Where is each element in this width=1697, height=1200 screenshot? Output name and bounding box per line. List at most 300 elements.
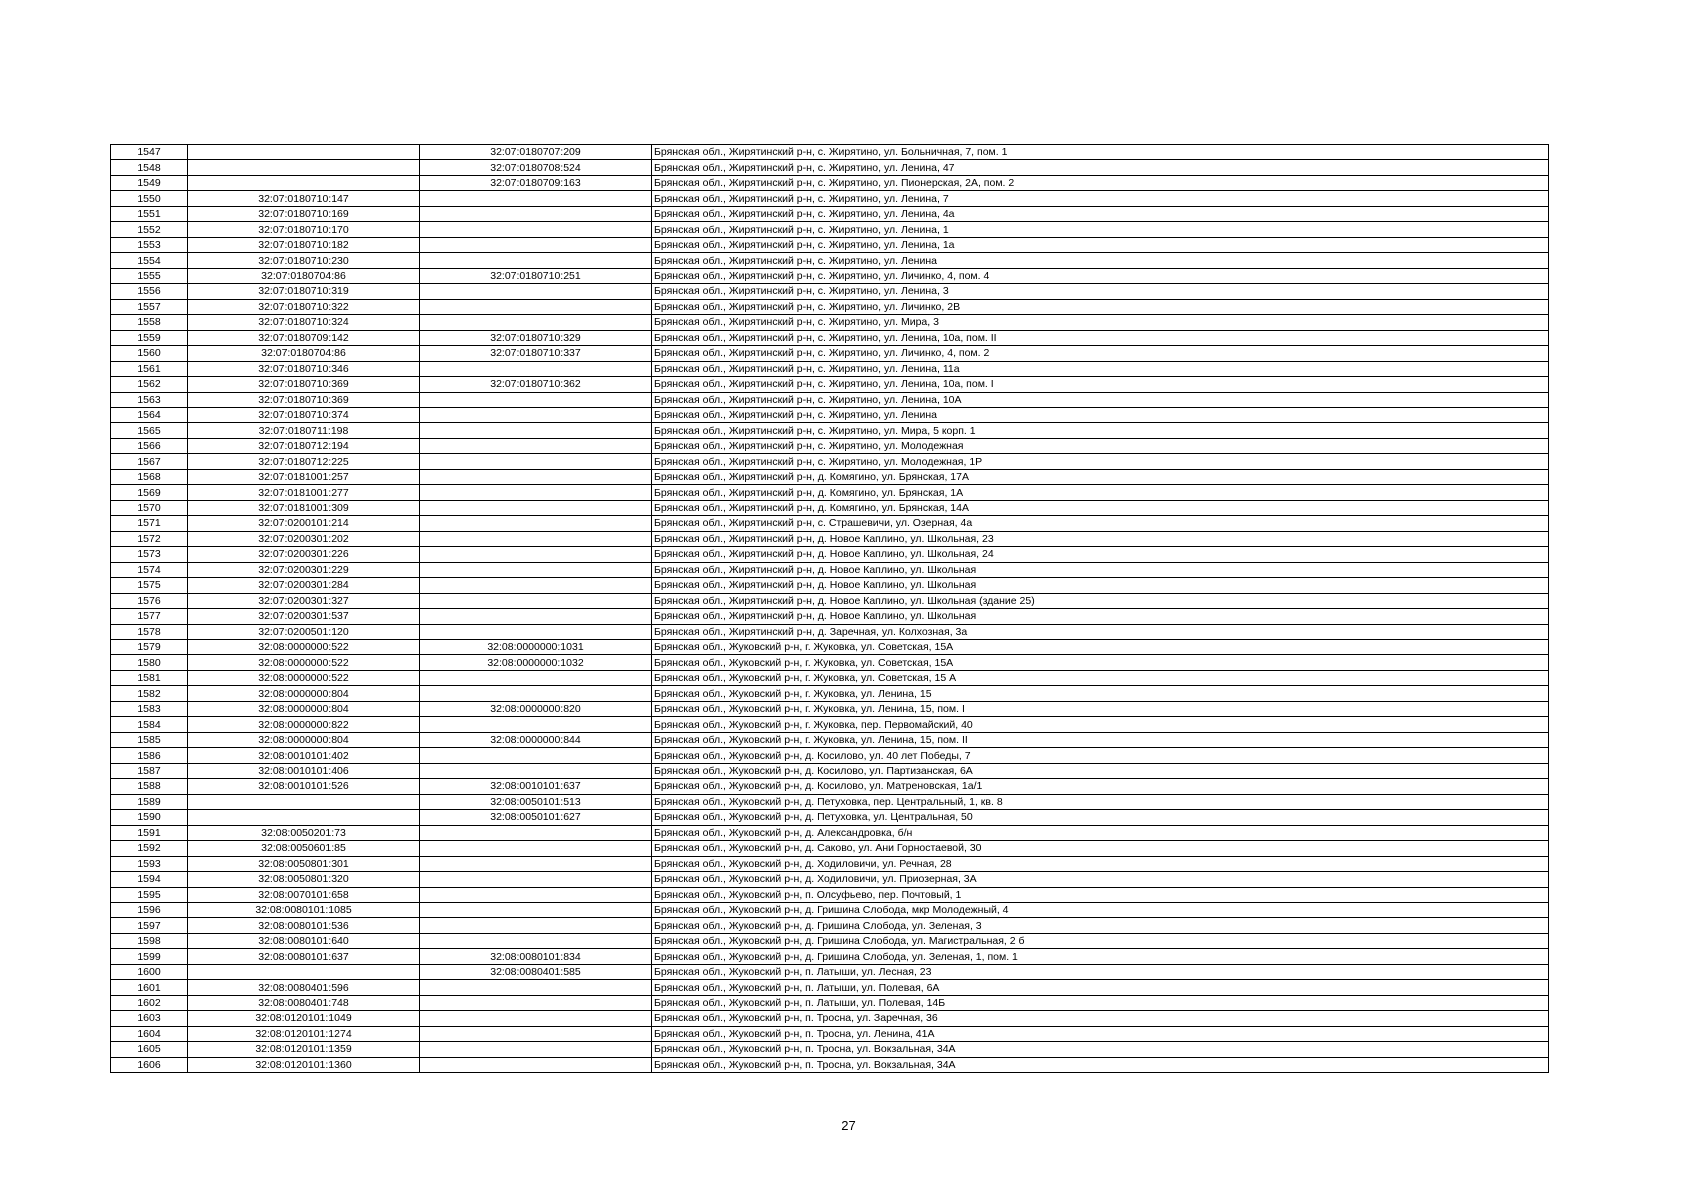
row-number-cell: 1570 [111, 500, 188, 515]
address-cell: Брянская обл., Жуковский р-н, д. Гришина Слобода, ул. Зеленая, 1, пом. 1 [652, 949, 1549, 964]
row-number-cell: 1556 [111, 284, 188, 299]
cadastral-number-cell: 32:07:0180712:225 [188, 454, 420, 469]
cadastral-number-cell: 32:07:0180710:374 [188, 407, 420, 422]
table-row [111, 964, 1549, 979]
cadastral-number-cell: 32:07:0200301:537 [188, 609, 420, 624]
table-row [111, 779, 1549, 794]
row-number-cell: 1554 [111, 253, 188, 268]
row-number-cell: 1600 [111, 964, 188, 979]
related-cadastral-number-cell [420, 578, 652, 593]
related-cadastral-number-cell [420, 315, 652, 330]
cadastral-number-cell: 32:08:0080101:637 [188, 949, 420, 964]
table-row [111, 856, 1549, 871]
address-cell: Брянская обл., Жирятинский р-н, с. Жирятино, ул. Ленина, 4а [652, 206, 1549, 221]
address-cell: Брянская обл., Жирятинский р-н, д. Новое Каплино, ул. Школьная [652, 578, 1549, 593]
table-row [111, 299, 1549, 314]
cadastral-number-cell: 32:07:0181001:257 [188, 469, 420, 484]
related-cadastral-number-cell: 32:07:0180710:337 [420, 346, 652, 361]
row-number-cell: 1603 [111, 1011, 188, 1026]
address-cell: Брянская обл., Жуковский р-н, г. Жуковка, ул. Ленина, 15, пом. I [652, 701, 1549, 716]
cadastral-number-cell: 32:07:0180710:346 [188, 361, 420, 376]
table-row [111, 825, 1549, 840]
related-cadastral-number-cell [420, 763, 652, 778]
table-row [111, 145, 1549, 160]
row-number-cell: 1596 [111, 902, 188, 917]
table-row [111, 516, 1549, 531]
address-cell: Брянская обл., Жирятинский р-н, с. Жирятино, ул. Ленина, 10а, пом. II [652, 330, 1549, 345]
table-row [111, 438, 1549, 453]
related-cadastral-number-cell [420, 748, 652, 763]
row-number-cell: 1553 [111, 237, 188, 252]
address-cell: Брянская обл., Жуковский р-н, д. Петуховка, пер. Центральный, 1, кв. 8 [652, 794, 1549, 809]
related-cadastral-number-cell [420, 918, 652, 933]
related-cadastral-number-cell [420, 841, 652, 856]
address-cell: Брянская обл., Жуковский р-н, г. Жуковка, ул. Советская, 15А [652, 655, 1549, 670]
table-row [111, 794, 1549, 809]
table-row [111, 717, 1549, 732]
row-number-cell: 1557 [111, 299, 188, 314]
related-cadastral-number-cell [420, 872, 652, 887]
table-row [111, 330, 1549, 345]
related-cadastral-number-cell [420, 407, 652, 422]
table-row [111, 562, 1549, 577]
address-cell: Брянская обл., Жуковский р-н, г. Жуковка, пер. Первомайский, 40 [652, 717, 1549, 732]
cadastral-number-cell: 32:08:0120101:1360 [188, 1057, 420, 1072]
address-cell: Брянская обл., Жирятинский р-н, с. Жирятино, ул. Личинко, 4, пом. 2 [652, 346, 1549, 361]
address-cell: Брянская обл., Жирятинский р-н, с. Жирятино, ул. Ленина, 3 [652, 284, 1549, 299]
address-cell: Брянская обл., Жуковский р-н, п. Тросна, ул. Вокзальная, 34А [652, 1057, 1549, 1072]
related-cadastral-number-cell [420, 500, 652, 515]
row-number-cell: 1564 [111, 407, 188, 422]
row-number-cell: 1573 [111, 547, 188, 562]
row-number-cell: 1551 [111, 206, 188, 221]
address-cell: Брянская обл., Жирятинский р-н, с. Жирятино, ул. Больничная, 7, пом. 1 [652, 145, 1549, 160]
related-cadastral-number-cell [420, 1057, 652, 1072]
address-cell: Брянская обл., Жуковский р-н, г. Жуковка, ул. Ленина, 15, пом. II [652, 732, 1549, 747]
table-row [111, 949, 1549, 964]
address-cell: Брянская обл., Жирятинский р-н, д. Комягино, ул. Брянская, 14А [652, 500, 1549, 515]
row-number-cell: 1555 [111, 268, 188, 283]
cadastral-number-cell: 32:07:0180710:322 [188, 299, 420, 314]
table-row [111, 732, 1549, 747]
address-cell: Брянская обл., Жирятинский р-н, с. Жирятино, ул. Ленина, 1 [652, 222, 1549, 237]
related-cadastral-number-cell [420, 995, 652, 1010]
cadastral-number-cell: 32:07:0180710:147 [188, 191, 420, 206]
cadastral-number-cell: 32:07:0180710:230 [188, 253, 420, 268]
related-cadastral-number-cell: 32:08:0010101:637 [420, 779, 652, 794]
related-cadastral-number-cell [420, 856, 652, 871]
address-cell: Брянская обл., Жуковский р-н, п. Тросна, ул. Заречная, 36 [652, 1011, 1549, 1026]
table-row [111, 284, 1549, 299]
cadastral-number-cell: 32:08:0000000:522 [188, 655, 420, 670]
table-row [111, 346, 1549, 361]
row-number-cell: 1567 [111, 454, 188, 469]
cadastral-number-cell: 32:08:0050801:301 [188, 856, 420, 871]
address-cell: Брянская обл., Жирятинский р-н, д. Новое Каплино, ул. Школьная [652, 562, 1549, 577]
cadastral-number-cell: 32:07:0180709:142 [188, 330, 420, 345]
address-cell: Брянская обл., Жирятинский р-н, д. Заречная, ул. Колхозная, 3а [652, 624, 1549, 639]
address-cell: Брянская обл., Жуковский р-н, д. Петуховка, ул. Центральная, 50 [652, 810, 1549, 825]
address-cell: Брянская обл., Жирятинский р-н, с. Жирятино, ул. Ленина, 7 [652, 191, 1549, 206]
row-number-cell: 1594 [111, 872, 188, 887]
related-cadastral-number-cell [420, 1026, 652, 1041]
related-cadastral-number-cell [420, 624, 652, 639]
table-row [111, 593, 1549, 608]
row-number-cell: 1547 [111, 145, 188, 160]
row-number-cell: 1561 [111, 361, 188, 376]
address-cell: Брянская обл., Жуковский р-н, д. Косилово, ул. 40 лет Победы, 7 [652, 748, 1549, 763]
address-cell: Брянская обл., Жуковский р-н, г. Жуковка, ул. Советская, 15А [652, 640, 1549, 655]
records-table-body [111, 145, 1549, 1073]
address-cell: Брянская обл., Жуковский р-н, д. Гришина Слобода, ул. Магистральная, 2 б [652, 933, 1549, 948]
table-row [111, 686, 1549, 701]
related-cadastral-number-cell [420, 933, 652, 948]
row-number-cell: 1581 [111, 670, 188, 685]
row-number-cell: 1550 [111, 191, 188, 206]
address-cell: Брянская обл., Жуковский р-н, д. Александровка, б/н [652, 825, 1549, 840]
cadastral-number-cell: 32:08:0000000:804 [188, 701, 420, 716]
address-cell: Брянская обл., Жуковский р-н, д. Косилово, ул. Матреновская, 1а/1 [652, 779, 1549, 794]
address-cell: Брянская обл., Жирятинский р-н, д. Новое Каплино, ул. Школьная, 24 [652, 547, 1549, 562]
address-cell: Брянская обл., Жуковский р-н, д. Косилово, ул. Партизанская, 6А [652, 763, 1549, 778]
table-row [111, 237, 1549, 252]
row-number-cell: 1599 [111, 949, 188, 964]
row-number-cell: 1583 [111, 701, 188, 716]
related-cadastral-number-cell [420, 454, 652, 469]
row-number-cell: 1584 [111, 717, 188, 732]
related-cadastral-number-cell: 32:07:0180709:163 [420, 175, 652, 190]
table-row [111, 500, 1549, 515]
row-number-cell: 1548 [111, 160, 188, 175]
related-cadastral-number-cell [420, 222, 652, 237]
row-number-cell: 1569 [111, 485, 188, 500]
table-row [111, 423, 1549, 438]
cadastral-number-cell: 32:07:0180711:198 [188, 423, 420, 438]
cadastral-number-cell [188, 160, 420, 175]
row-number-cell: 1563 [111, 392, 188, 407]
cadastral-number-cell: 32:08:0080101:640 [188, 933, 420, 948]
related-cadastral-number-cell [420, 902, 652, 917]
cadastral-number-cell: 32:08:0050801:320 [188, 872, 420, 887]
table-row [111, 902, 1549, 917]
related-cadastral-number-cell [420, 516, 652, 531]
cadastral-number-cell: 32:08:0050601:85 [188, 841, 420, 856]
related-cadastral-number-cell: 32:07:0180710:329 [420, 330, 652, 345]
table-row [111, 222, 1549, 237]
table-row [111, 609, 1549, 624]
row-number-cell: 1572 [111, 531, 188, 546]
related-cadastral-number-cell: 32:07:0180708:524 [420, 160, 652, 175]
related-cadastral-number-cell [420, 284, 652, 299]
cadastral-number-cell: 32:07:0181001:277 [188, 485, 420, 500]
table-row [111, 578, 1549, 593]
address-cell: Брянская обл., Жирятинский р-н, с. Жирятино, ул. Ленина, 11а [652, 361, 1549, 376]
table-row [111, 872, 1549, 887]
address-cell: Брянская обл., Жирятинский р-н, с. Жирятино, ул. Личинко, 2В [652, 299, 1549, 314]
address-cell: Брянская обл., Жирятинский р-н, с. Жирятино, ул. Мира, 5 корп. 1 [652, 423, 1549, 438]
address-cell: Брянская обл., Жирятинский р-н, с. Жирятино, ул. Личинко, 4, пом. 4 [652, 268, 1549, 283]
row-number-cell: 1562 [111, 377, 188, 392]
address-cell: Брянская обл., Жирятинский р-н, д. Комягино, ул. Брянская, 17А [652, 469, 1549, 484]
related-cadastral-number-cell [420, 717, 652, 732]
address-cell: Брянская обл., Жуковский р-н, д. Саково, ул. Ани Горностаевой, 30 [652, 841, 1549, 856]
related-cadastral-number-cell [420, 485, 652, 500]
table-row [111, 918, 1549, 933]
row-number-cell: 1560 [111, 346, 188, 361]
row-number-cell: 1604 [111, 1026, 188, 1041]
table-row [111, 485, 1549, 500]
table-row [111, 253, 1549, 268]
address-cell: Брянская обл., Жирятинский р-н, с. Жирятино, ул. Ленина [652, 253, 1549, 268]
related-cadastral-number-cell [420, 593, 652, 608]
row-number-cell: 1591 [111, 825, 188, 840]
row-number-cell: 1552 [111, 222, 188, 237]
cadastral-number-cell: 32:07:0200301:327 [188, 593, 420, 608]
cadastral-number-cell: 32:07:0180710:182 [188, 237, 420, 252]
related-cadastral-number-cell [420, 1011, 652, 1026]
table-row [111, 392, 1549, 407]
address-cell: Брянская обл., Жирятинский р-н, с. Жирятино, ул. Ленина, 1а [652, 237, 1549, 252]
address-cell: Брянская обл., Жирятинский р-н, д. Новое Каплино, ул. Школьная [652, 609, 1549, 624]
related-cadastral-number-cell: 32:08:0080101:834 [420, 949, 652, 964]
related-cadastral-number-cell [420, 361, 652, 376]
table-row [111, 191, 1549, 206]
table-row [111, 175, 1549, 190]
cadastral-number-cell: 32:08:0120101:1274 [188, 1026, 420, 1041]
table-row [111, 933, 1549, 948]
related-cadastral-number-cell [420, 670, 652, 685]
table-row [111, 670, 1549, 685]
address-cell: Брянская обл., Жуковский р-н, п. Тросна, ул. Ленина, 41А [652, 1026, 1549, 1041]
row-number-cell: 1585 [111, 732, 188, 747]
address-cell: Брянская обл., Жирятинский р-н, с. Жирятино, ул. Ленина, 10а, пом. I [652, 377, 1549, 392]
cadastral-number-cell: 32:07:0200101:214 [188, 516, 420, 531]
address-cell: Брянская обл., Жирятинский р-н, с. Жирятино, ул. Молодежная [652, 438, 1549, 453]
related-cadastral-number-cell [420, 887, 652, 902]
page-number: 27 [841, 1118, 856, 1133]
row-number-cell: 1601 [111, 980, 188, 995]
table-row [111, 763, 1549, 778]
related-cadastral-number-cell: 32:07:0180710:362 [420, 377, 652, 392]
table-row [111, 531, 1549, 546]
related-cadastral-number-cell [420, 686, 652, 701]
cadastral-number-cell: 32:07:0200301:226 [188, 547, 420, 562]
related-cadastral-number-cell [420, 237, 652, 252]
row-number-cell: 1558 [111, 315, 188, 330]
table-row [111, 748, 1549, 763]
related-cadastral-number-cell [420, 191, 652, 206]
address-cell: Брянская обл., Жуковский р-н, п. Латыши, ул. Полевая, 6А [652, 980, 1549, 995]
cadastral-number-cell: 32:07:0180710:170 [188, 222, 420, 237]
cadastral-number-cell: 32:08:0080101:1085 [188, 902, 420, 917]
related-cadastral-number-cell [420, 438, 652, 453]
related-cadastral-number-cell [420, 299, 652, 314]
cadastral-number-cell [188, 964, 420, 979]
related-cadastral-number-cell [420, 825, 652, 840]
records-table [110, 144, 1549, 1073]
row-number-cell: 1590 [111, 810, 188, 825]
cadastral-number-cell: 32:07:0180704:86 [188, 268, 420, 283]
row-number-cell: 1586 [111, 748, 188, 763]
row-number-cell: 1571 [111, 516, 188, 531]
cadastral-number-cell: 32:07:0181001:309 [188, 500, 420, 515]
related-cadastral-number-cell [420, 1042, 652, 1057]
address-cell: Брянская обл., Жуковский р-н, д. Ходиловичи, ул. Приозерная, 3А [652, 872, 1549, 887]
row-number-cell: 1549 [111, 175, 188, 190]
row-number-cell: 1576 [111, 593, 188, 608]
address-cell: Брянская обл., Жуковский р-н, п. Олсуфьево, пер. Почтовый, 1 [652, 887, 1549, 902]
row-number-cell: 1593 [111, 856, 188, 871]
row-number-cell: 1598 [111, 933, 188, 948]
row-number-cell: 1568 [111, 469, 188, 484]
cadastral-number-cell: 32:08:0080401:748 [188, 995, 420, 1010]
row-number-cell: 1587 [111, 763, 188, 778]
related-cadastral-number-cell: 32:08:0000000:1032 [420, 655, 652, 670]
address-cell: Брянская обл., Жирятинский р-н, с. Жирятино, ул. Ленина [652, 407, 1549, 422]
table-row [111, 995, 1549, 1010]
row-number-cell: 1595 [111, 887, 188, 902]
address-cell: Брянская обл., Жирятинский р-н, с. Жирятино, ул. Пионерская, 2А, пом. 2 [652, 175, 1549, 190]
address-cell: Брянская обл., Жуковский р-н, г. Жуковка, ул. Советская, 15 А [652, 670, 1549, 685]
table-row [111, 377, 1549, 392]
address-cell: Брянская обл., Жуковский р-н, п. Тросна, ул. Вокзальная, 34А [652, 1042, 1549, 1057]
related-cadastral-number-cell: 32:08:0000000:1031 [420, 640, 652, 655]
cadastral-number-cell: 32:08:0010101:402 [188, 748, 420, 763]
row-number-cell: 1579 [111, 640, 188, 655]
table-row [111, 361, 1549, 376]
cadastral-number-cell: 32:08:0010101:526 [188, 779, 420, 794]
address-cell: Брянская обл., Жирятинский р-н, с. Жирятино, ул. Мира, 3 [652, 315, 1549, 330]
table-row [111, 1057, 1549, 1072]
related-cadastral-number-cell [420, 531, 652, 546]
related-cadastral-number-cell [420, 469, 652, 484]
table-row [111, 701, 1549, 716]
row-number-cell: 1589 [111, 794, 188, 809]
address-cell: Брянская обл., Жирятинский р-н, с. Жирятино, ул. Молодежная, 1Р [652, 454, 1549, 469]
cadastral-number-cell [188, 145, 420, 160]
cadastral-number-cell: 32:08:0010101:406 [188, 763, 420, 778]
table-row [111, 1026, 1549, 1041]
row-number-cell: 1597 [111, 918, 188, 933]
row-number-cell: 1605 [111, 1042, 188, 1057]
related-cadastral-number-cell: 32:08:0050101:513 [420, 794, 652, 809]
table-row [111, 624, 1549, 639]
related-cadastral-number-cell: 32:08:0050101:627 [420, 810, 652, 825]
address-cell: Брянская обл., Жирятинский р-н, д. Комягино, ул. Брянская, 1А [652, 485, 1549, 500]
cadastral-number-cell: 32:08:0070101:658 [188, 887, 420, 902]
table-row [111, 1011, 1549, 1026]
table-row [111, 640, 1549, 655]
address-cell: Брянская обл., Жуковский р-н, д. Гришина Слобода, ул. Зеленая, 3 [652, 918, 1549, 933]
row-number-cell: 1582 [111, 686, 188, 701]
cadastral-number-cell: 32:08:0080401:596 [188, 980, 420, 995]
related-cadastral-number-cell [420, 562, 652, 577]
address-cell: Брянская обл., Жуковский р-н, д. Гришина Слобода, мкр Молодежный, 4 [652, 902, 1549, 917]
table-row [111, 469, 1549, 484]
related-cadastral-number-cell: 32:08:0000000:844 [420, 732, 652, 747]
cadastral-number-cell: 32:07:0180710:169 [188, 206, 420, 221]
address-cell: Брянская обл., Жирятинский р-н, д. Новое Каплино, ул. Школьная (здание 25) [652, 593, 1549, 608]
address-cell: Брянская обл., Жирятинский р-н, с. Страшевичи, ул. Озерная, 4а [652, 516, 1549, 531]
address-cell: Брянская обл., Жуковский р-н, п. Латыши, ул. Полевая, 14Б [652, 995, 1549, 1010]
row-number-cell: 1575 [111, 578, 188, 593]
row-number-cell: 1577 [111, 609, 188, 624]
cadastral-number-cell: 32:08:0000000:822 [188, 717, 420, 732]
table-row [111, 160, 1549, 175]
address-cell: Брянская обл., Жирятинский р-н, с. Жирятино, ул. Ленина, 10А [652, 392, 1549, 407]
cadastral-number-cell: 32:08:0000000:522 [188, 670, 420, 685]
related-cadastral-number-cell [420, 980, 652, 995]
row-number-cell: 1559 [111, 330, 188, 345]
related-cadastral-number-cell: 32:08:0000000:820 [420, 701, 652, 716]
address-cell: Брянская обл., Жуковский р-н, г. Жуковка, ул. Ленина, 15 [652, 686, 1549, 701]
cadastral-number-cell: 32:07:0200301:229 [188, 562, 420, 577]
table-row [111, 268, 1549, 283]
table-row [111, 887, 1549, 902]
related-cadastral-number-cell [420, 547, 652, 562]
row-number-cell: 1574 [111, 562, 188, 577]
table-row [111, 810, 1549, 825]
related-cadastral-number-cell: 32:07:0180707:209 [420, 145, 652, 160]
cadastral-number-cell: 32:07:0180704:86 [188, 346, 420, 361]
cadastral-number-cell: 32:07:0200301:202 [188, 531, 420, 546]
table-row [111, 547, 1549, 562]
row-number-cell: 1602 [111, 995, 188, 1010]
related-cadastral-number-cell [420, 253, 652, 268]
address-cell: Брянская обл., Жирятинский р-н, с. Жирятино, ул. Ленина, 47 [652, 160, 1549, 175]
row-number-cell: 1588 [111, 779, 188, 794]
address-cell: Брянская обл., Жуковский р-н, д. Ходиловичи, ул. Речная, 28 [652, 856, 1549, 871]
related-cadastral-number-cell [420, 392, 652, 407]
related-cadastral-number-cell [420, 609, 652, 624]
cadastral-number-cell: 32:08:0080101:536 [188, 918, 420, 933]
row-number-cell: 1580 [111, 655, 188, 670]
address-cell: Брянская обл., Жирятинский р-н, д. Новое Каплино, ул. Школьная, 23 [652, 531, 1549, 546]
cadastral-number-cell: 32:07:0180710:319 [188, 284, 420, 299]
row-number-cell: 1566 [111, 438, 188, 453]
cadastral-number-cell: 32:07:0180710:369 [188, 377, 420, 392]
row-number-cell: 1578 [111, 624, 188, 639]
related-cadastral-number-cell: 32:08:0080401:585 [420, 964, 652, 979]
cadastral-number-cell: 32:08:0000000:522 [188, 640, 420, 655]
row-number-cell: 1592 [111, 841, 188, 856]
cadastral-number-cell: 32:07:0180712:194 [188, 438, 420, 453]
table-row [111, 315, 1549, 330]
related-cadastral-number-cell [420, 423, 652, 438]
table-row [111, 980, 1549, 995]
cadastral-number-cell [188, 810, 420, 825]
cadastral-number-cell: 32:07:0200301:284 [188, 578, 420, 593]
related-cadastral-number-cell [420, 206, 652, 221]
row-number-cell: 1565 [111, 423, 188, 438]
table-row [111, 1042, 1549, 1057]
cadastral-number-cell: 32:07:0180710:324 [188, 315, 420, 330]
related-cadastral-number-cell: 32:07:0180710:251 [420, 268, 652, 283]
cadastral-number-cell: 32:07:0200501:120 [188, 624, 420, 639]
address-cell: Брянская обл., Жуковский р-н, п. Латыши, ул. Лесная, 23 [652, 964, 1549, 979]
table-row [111, 454, 1549, 469]
cadastral-number-cell: 32:08:0000000:804 [188, 686, 420, 701]
cadastral-number-cell: 32:08:0050201:73 [188, 825, 420, 840]
cadastral-number-cell: 32:08:0000000:804 [188, 732, 420, 747]
table-row [111, 841, 1549, 856]
cadastral-number-cell: 32:07:0180710:369 [188, 392, 420, 407]
table-row [111, 407, 1549, 422]
table-row [111, 206, 1549, 221]
cadastral-number-cell [188, 794, 420, 809]
cadastral-number-cell: 32:08:0120101:1359 [188, 1042, 420, 1057]
table-row [111, 655, 1549, 670]
